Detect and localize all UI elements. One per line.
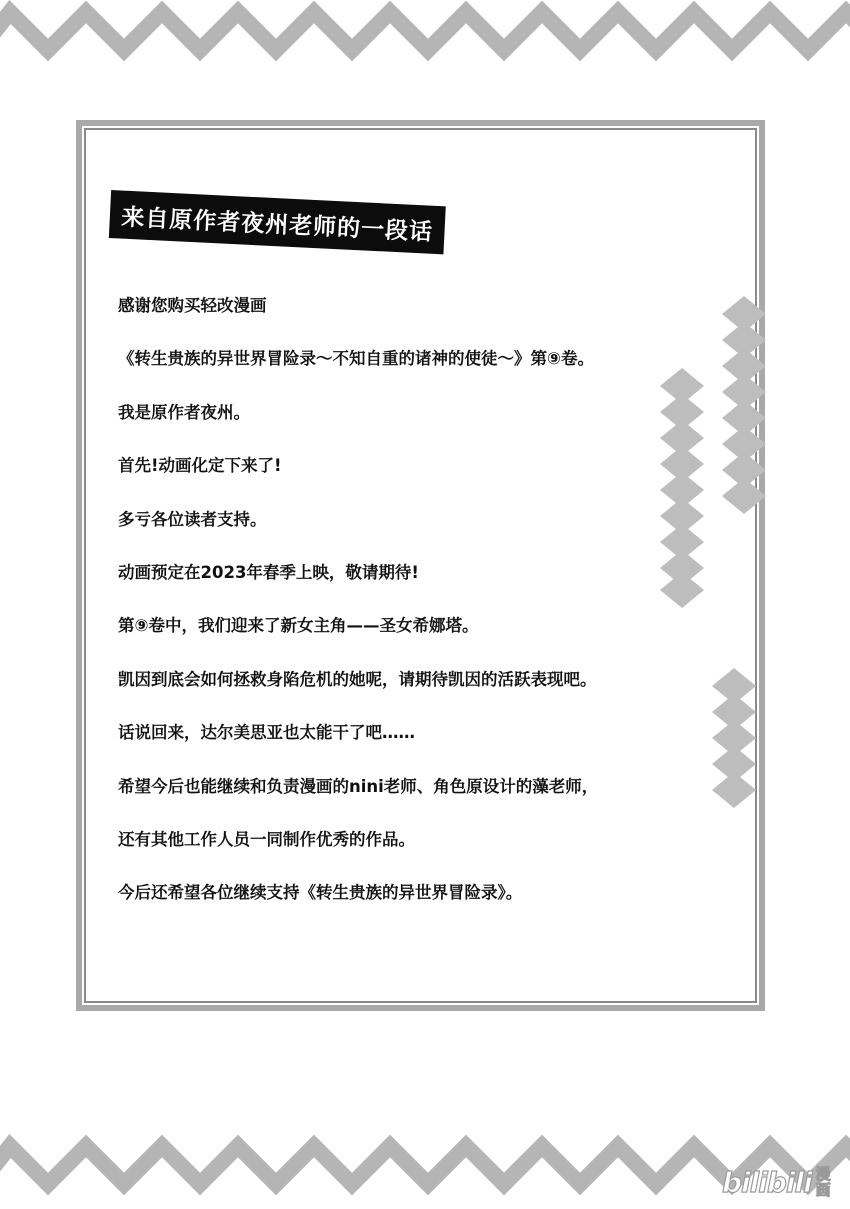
paragraph: 我是原作者夜州。 xyxy=(118,402,250,422)
top-zigzag-border xyxy=(0,0,850,62)
diamond-column-lower xyxy=(712,668,756,828)
paragraph: 话说回来，达尔美思亚也太能干了吧…… xyxy=(118,723,415,743)
bilibili-manga-watermark xyxy=(722,1160,844,1204)
paragraph: 凯因到底会如何拯救身陷危机的她呢，请期待凯因的活跃表现吧。 xyxy=(118,669,597,689)
diamond-column-middle xyxy=(660,368,704,608)
paragraph: 感谢您购买轻改漫画 xyxy=(118,296,267,315)
message-body xyxy=(118,292,698,933)
watermark-label-line2: 画 xyxy=(815,1181,831,1199)
paragraph: 多亏各位读者支持。 xyxy=(118,509,267,529)
diamond-column-right xyxy=(722,296,766,516)
paragraph: 还有其他工作人员一同制作优秀的作品。 xyxy=(118,829,415,849)
paragraph: 希望今后也能继续和负责漫画的nini老师、角色原设计的藻老师， xyxy=(118,776,599,796)
paragraph: 动画预定在2023年春季上映，敬请期待! xyxy=(118,562,419,582)
paragraph: 首先!动画化定下来了! xyxy=(118,456,282,476)
watermark-label-line1: 漫 xyxy=(815,1165,831,1183)
paragraph: 《转生贵族的异世界冒险录～不知自重的诸神的使徒～》第⑨卷。 xyxy=(118,349,594,369)
page-title: 来自原作者夜州老师的一段话 xyxy=(120,204,434,246)
watermark-label xyxy=(816,1166,831,1198)
paragraph: 今后还希望各位继续支持《转生贵族的异世界冒险录》。 xyxy=(118,883,523,903)
paragraph: 第⑨卷中，我们迎来了新女主角——圣女希娜塔。 xyxy=(118,616,479,636)
watermark-brand: bilibili xyxy=(722,1165,812,1199)
